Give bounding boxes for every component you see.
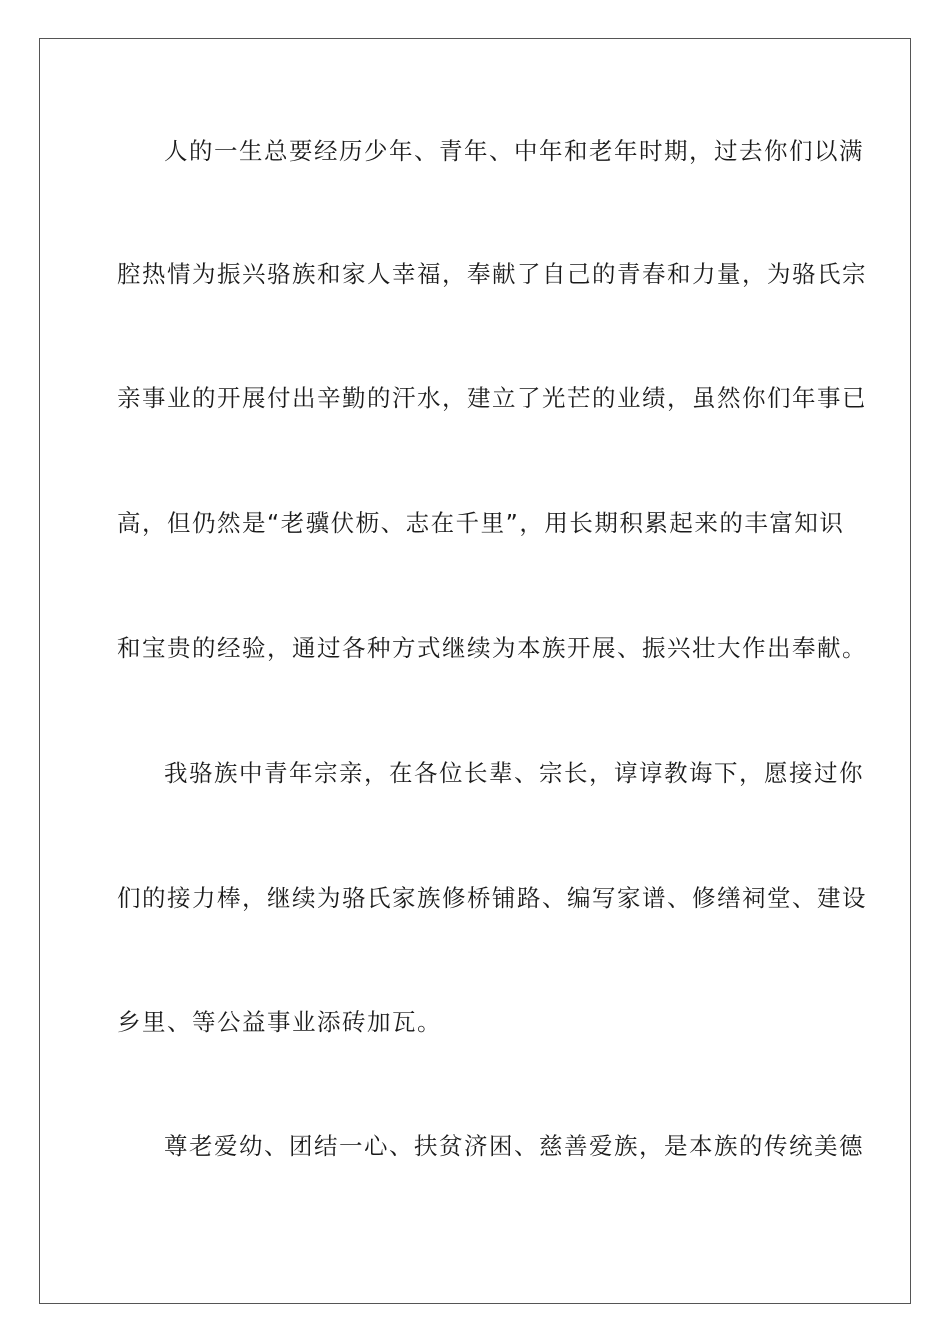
paragraph-3-line-1: 尊老爱幼、团结一心、扶贫济困、慈善爱族，是本族的传统美德: [164, 1132, 864, 1160]
paragraph-1-line-2: 腔热情为振兴骆族和家人幸福，奉献了自己的青春和力量，为骆氏宗: [117, 260, 867, 288]
paragraph-2-line-3: 乡里、等公益事业添砖加瓦。: [117, 1008, 442, 1036]
page-border: [39, 38, 911, 1304]
paragraph-1-line-3: 亲事业的开展付出辛勤的汗水，建立了光芒的业绩，虽然你们年事已: [117, 384, 867, 412]
paragraph-2-line-1: 我骆族中青年宗亲，在各位长辈、宗长，谆谆教诲下，愿接过你: [164, 759, 864, 787]
paragraph-1-line-5: 和宝贵的经验，通过各种方式继续为本族开展、振兴壮大作出奉献。: [117, 634, 867, 662]
paragraph-2-line-2: 们的接力棒，继续为骆氏家族修桥铺路、编写家谱、修缮祠堂、建设: [117, 884, 867, 912]
paragraph-1-line-1: 人的一生总要经历少年、青年、中年和老年时期，过去你们以满: [164, 137, 864, 165]
paragraph-1-line-4: 高，但仍然是“老骥伏枥、志在千里”，用长期积累起来的丰富知识: [117, 509, 845, 537]
